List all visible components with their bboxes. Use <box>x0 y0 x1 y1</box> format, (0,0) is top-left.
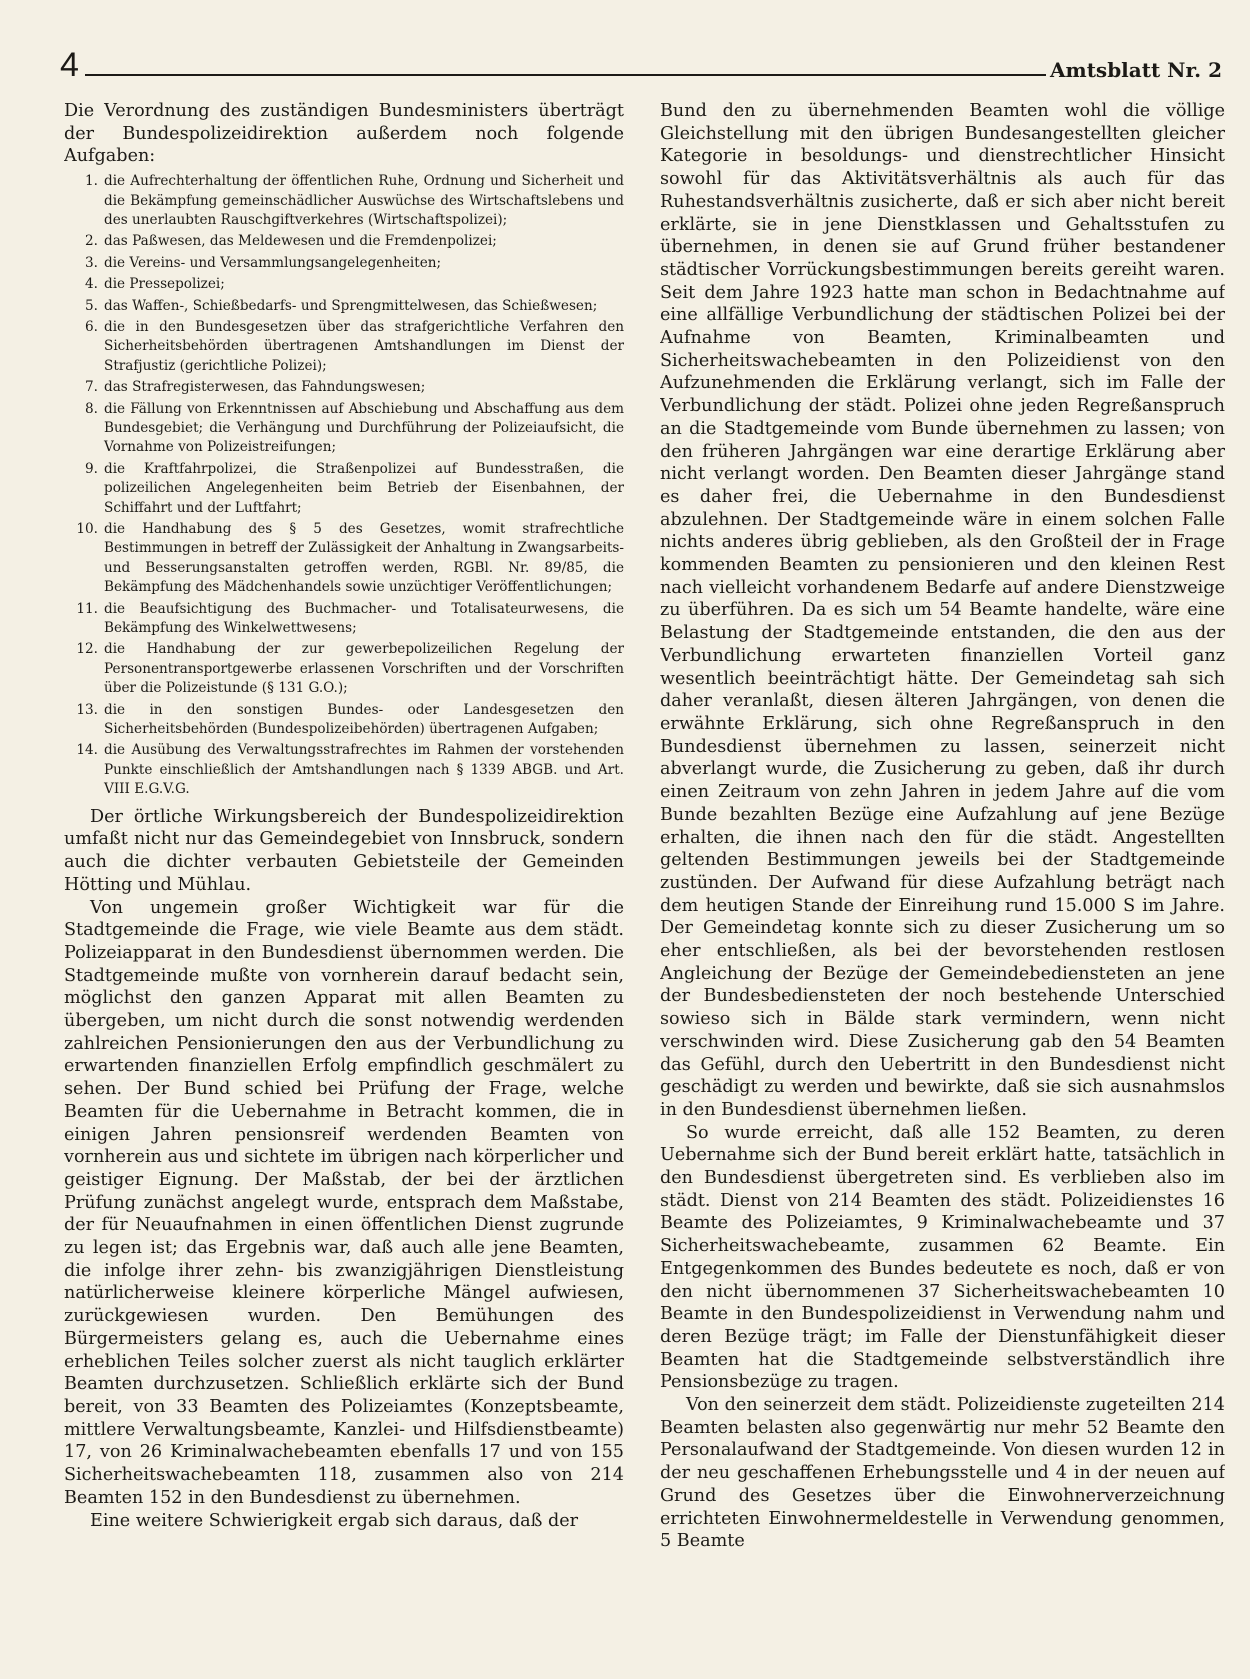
task-text: die in den Bundesgesetzen über das strafgerichtliche Verfahren den Sicherheitsbehörden übertragenen Amtshandlungen im Dienst der Strafjustiz (gerichtliche Polizei); <box>104 318 624 374</box>
task-text: die Aufrechterhaltung der öffentlichen Ruhe, Ordnung und Sicherheit und die Bekämpfung gemeinschädlicher Auswüchse des Wirtschaftslebens und des unerlaubten Rauschgiftverkehres (Wirtschaftspolizei); <box>104 173 624 228</box>
task-text: die Pressepolizei; <box>104 276 225 293</box>
task-number: 1. <box>85 173 98 190</box>
task-list <box>64 172 624 800</box>
task-text: die Vereins- und Versammlungsangelegenheiten; <box>104 254 442 271</box>
task-text: das Strafregisterwesen, das Fahndungswesen; <box>104 379 426 396</box>
body-paragraph: Von den seinerzeit dem städt. Polizeidienste zugeteilten 214 Beamten belasten also gegenwärtig nur mehr 52 Beamte den Personalaufwand der Stadtgemeinde. Von diesen wurden 12 in der neu geschaffenen Erhebungsstelle und 4 in der neuen auf Grund des Gesetzes über die Einwohnerverzeichnung errichteten Einwohnermeldestelle in Verwendung genommen, 5 Beamte <box>660 1395 1225 1552</box>
right-column <box>660 100 1225 1660</box>
task-text: die Fällung von Erkenntnissen auf Abschiebung und Abschaffung aus dem Bundesgebiet; die Verhängung und Durchführung der Polizeiaufsicht, die Vornahme von Polizeistreifungen; <box>104 400 624 456</box>
task-text: die Handhabung der zur gewerbepolizeilichen Regelung der Personentransportgewerbe erlassenen Vorschriften und der Vorschriften über die Polizeistunde (§ 131 G.O.); <box>104 641 624 697</box>
body-paragraph: Eine weitere Schwierigkeit ergab sich daraus, daß der <box>90 1510 579 1531</box>
task-number: 5. <box>85 297 98 314</box>
task-item <box>85 172 624 230</box>
task-item <box>76 640 624 698</box>
task-number: 11. <box>76 600 98 617</box>
task-item <box>85 232 624 251</box>
task-number: 3. <box>85 254 98 271</box>
task-number: 14. <box>76 742 98 759</box>
body-paragraph: Von ungemein großer Wichtigkeit war für die Stadtgemeinde die Frage, wie viele Beamte aus dem städt. Polizeiapparat in den Bundesdienst übernommen werden. Die Stadtgemeinde mußte von vornherein darauf bedacht sein, möglichst den ganzen Apparat mit allen Beamten zu übergeben, um nicht durch die sonst notwendig werdenden zahlreichen Pensionierungen den aus der Verbundlichung zu erwartenden finanziellen Erfolg empfindlich geschmälert zu sehen. Der Bund schied bei Prüfung der Frage, welche Beamten für die Uebernahme in Betracht kommen, die in einigen Jahren pensionsreif werdenden Beamten von vornherein aus und sichtete im übrigen nach körperlicher und geistiger Eignung. Der Maßstab, der bei der ärztlichen Prüfung zunächst angelegt wurde, entsprach dem Maßstabe, der für Neuaufnahmen in einen öffentlichen Dienst zugrunde zu legen ist; das Ergebnis war, daß auch alle jene Beamten, die infolge ihrer zehn- bis zwanzigjährigen Dienstleistung natürlicherweise kleinere körperliche Mängel aufwiesen, zurückgewiesen wurden. Den Bemühungen des Bürgermeisters gelang es, auch die Uebernahme eines erheblichen Teiles solcher zuerst als nicht tauglich erklärter Beamten durchzusetzen. Schließlich erklärte sich der Bund bereit, von 33 Beamten des Polizeiamtes (Konzeptsbeamte, mittlere Verwaltungsbeamte, Kanzlei- und Hilfsdienstbeamte) 17, von 26 Kriminalwachebeamten ebenfalls 17 und von 155 Sicherheitswachebeamten 118, zusammen also von 214 Beamten 152 in den Bundesdienst zu übernehmen. <box>64 897 624 1508</box>
body-paragraph: Bund den zu übernehmenden Beamten wohl die völlige Gleichstellung mit den übrigen Bundesangestellten gleicher Kategorie in besoldungs- und dienstrechtlicher Hinsicht sowohl für das Aktivitätsverhältnis als auch für das Ruhestandsverhältnis zusicherte, daß er sich aber nicht bereit erklärte, sie in jene Dienstklassen und Gehaltsstufen zu übernehmen, in denen sie auf Grund früher bestandener städtischer Vorrückungsbestimmungen bereits gereiht waren. Seit dem Jahre 1923 hatte man schon in Bedachtnahme auf eine allfällige Verbundlichung der städtischen Polizei bei der Aufnahme von Beamten, Kriminalbeamten und Sicherheitswachebeamten in den Polizeidienst von den Aufzunehmenden die Erklärung verlangt, sich im Falle der Verbundlichung der städt. Polizei ohne jeden Regreßanspruch an die Stadtgemeinde vom Bunde übernehmen zu lassen; von den früheren Jahrgängen war eine derartige Erklärung aber nicht verlangt worden. Den Beamten dieser Jahrgänge stand es daher frei, die Uebernahme in den Bundesdienst abzulehnen. Der Stadtgemeinde wäre in einem solchen Falle nichts anderes übrig geblieben, als den Großteil der in Frage kommenden Beamten zu pensionieren und den kleinen Rest nach vielleicht vorhandenem Bedarfe auf andere Dienstzweige zu überführen. Da es sich um 54 Beamte handelte, wäre eine Belastung der Stadtgemeinde entstanden, die den aus der Verbundlichung erwarteten finanziellen Vorteil ganz wesentlich beeinträchtigt hätte. Der Gemeindetag sah sich daher veranlaßt, diesen älteren Jahrgängen, von denen die erwähnte Erklärung, sich ohne Regreßanspruch in den Bundesdienst übernehmen zu lassen, seinerzeit nicht abverlangt wurde, die Zusicherung zu geben, daß ihr durch einen Zeitraum von zehn Jahren in jedem Jahre auf die vom Bunde bezahlten Bezüge eine Aufzahlung auf jene Bezüge erhalten, die ihnen nach den für die städt. Angestellten geltenden Bestimmungen jeweils bei der Stadtgemeinde zustünden. Der Aufwand für diese Aufzahlung beträgt nach dem heutigen Stande der Einreihung rund 15.000 S im Jahre. Der Gemeindetag konnte sich zu dieser Zusicherung um so eher entschließen, als bei der bevorstehenden restlosen Angleichung der Bezüge der Gemeindebediensteten an jene der Bundesbediensteten der noch bestehende Unterschied sowieso sich in Bälde stark vermindern, wenn nicht verschwinden wird. Diese Zusicherung gab den 54 Beamten das Gefühl, durch den Uebertritt in den Bundesdienst nicht geschädigt zu werden und bewirkte, daß sie sich ausnahmslos in den Bundesdienst übernehmen ließen. <box>660 101 1225 1120</box>
left-paragraphs <box>64 806 624 1533</box>
task-item <box>85 400 624 458</box>
task-number: 4. <box>85 276 98 293</box>
task-number: 12. <box>76 641 98 658</box>
header-rule <box>85 74 1046 76</box>
page-number: 4 <box>60 46 79 84</box>
right-paragraphs <box>660 100 1225 1553</box>
task-item <box>85 297 624 316</box>
task-number: 8. <box>85 400 98 417</box>
task-item <box>85 460 624 518</box>
task-number: 2. <box>85 233 98 250</box>
task-number: 13. <box>76 701 98 718</box>
task-text: die in den sonstigen Bundes- oder Landesgesetzen den Sicherheitsbehörden (Bundespolizeibehörden) übertragenen Aufgaben; <box>104 701 624 738</box>
task-text: die Kraftfahrpolizei, die Straßenpolizei auf Bundesstraßen, die polizeilichen Angelegenheiten beim Betrieb der Eisenbahnen, der Schiffahrt und der Luftfahrt; <box>104 460 624 516</box>
task-number: 10. <box>76 521 98 538</box>
task-text: die Ausübung des Verwaltungsstrafrechtes im Rahmen der vorstehenden Punkte einschließlich der Amtshandlungen nach § 1339 ABGB. und Art. VIII E.G.V.G. <box>104 742 624 798</box>
task-item <box>85 378 624 397</box>
task-item <box>76 600 624 639</box>
task-item <box>76 701 624 740</box>
left-column <box>64 100 624 1660</box>
task-item <box>85 318 624 376</box>
page-header <box>60 48 1222 82</box>
task-item <box>85 275 624 294</box>
task-text: das Waffen-, Schießbedarfs- und Sprengmittelwesen, das Schießwesen; <box>104 297 598 314</box>
task-item <box>76 520 624 598</box>
task-text: die Handhabung des § 5 des Gesetzes, womit strafrechtliche Bestimmungen in betreff der Zulässigkeit der Anhaltung in Zwangsarbeits- und Besserungsanstalten getroffen werden, RGBl. Nr. 89/85, die Bekämpfung des Mädchenhandels sowie unzüchtiger Veröffentlichungen; <box>104 521 624 596</box>
task-item <box>76 741 624 799</box>
task-item <box>85 254 624 273</box>
task-text: das Paßwesen, das Meldewesen und die Fremdenpolizei; <box>104 233 497 250</box>
task-number: 9. <box>85 460 98 477</box>
task-text: die Beaufsichtigung des Buchmacher- und Totalisateurwesens, die Bekämpfung des Winkelwettwesens; <box>104 600 624 637</box>
body-paragraph: Der örtliche Wirkungsbereich der Bundespolizeidirektion umfaßt nicht nur das Gemeindegebiet von Innsbruck, sondern auch die dichter verbauten Gebietsteile der Gemeinden Hötting und Mühlau. <box>64 806 624 895</box>
task-number: 7. <box>85 379 98 396</box>
task-number: 6. <box>85 318 98 335</box>
issue-title: Amtsblatt Nr. 2 <box>1050 58 1222 82</box>
intro-paragraph: Die Verordnung des zuständigen Bundesministers überträgt der Bundespolizeidirektion außerdem noch folgende Aufgaben: <box>64 101 624 167</box>
body-paragraph: So wurde erreicht, daß alle 152 Beamten, zu deren Uebernahme sich der Bund bereit erklärt hatte, tatsächlich in den Bundesdienst übergetreten sind. Es verblieben also im städt. Dienst von 214 Beamten des städt. Polizeidienstes 16 Beamte des Polizeiamtes, 9 Kriminalwachebeamte und 37 Sicherheitswachebeamte, zusammen 62 Beamte. Ein Entgegenkommen des Bundes bedeutete es noch, daß er von den nicht übernommenen 37 Sicherheitswachebeamten 10 Beamte in den Bundespolizeidienst in Verwendung nahm und deren Bezüge trägt; im Falle der Dienstunfähigkeit dieser Beamten hat die Stadtgemeinde selbstverständlich ihre Pensionsbezüge zu tragen. <box>660 1122 1225 1393</box>
